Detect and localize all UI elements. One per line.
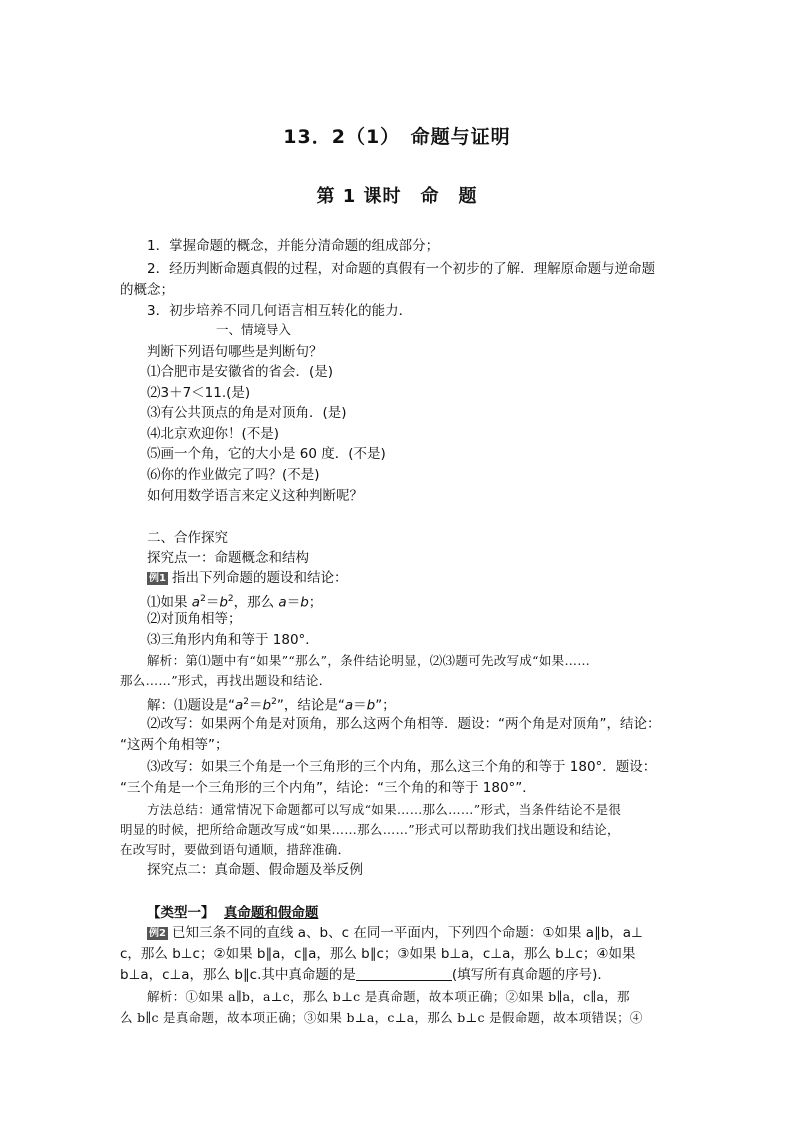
example-1-item-1: ⑴如果 $a^2=b^2$，那么 a＝b； bbox=[147, 594, 323, 611]
example-1-item-2: ⑵对顶角相等； bbox=[147, 611, 242, 627]
solution-2-cont: “这两个角相等”； bbox=[120, 737, 229, 753]
analysis-1-cont: 那么……”形式，再找出题设和结论． bbox=[120, 673, 332, 688]
analysis-1: 解析：第⑴题中有“如果”“那么”，条件结论明显，⑵⑶题可先改写成“如果…… bbox=[147, 653, 591, 668]
example-2: 例2 已知三条不同的直线 a、b、c 在同一平面内，下列四个命题：①如果 a∥b，a⊥ bbox=[149, 925, 643, 941]
section1-intro: 判断下列语句哪些是判断句？ bbox=[147, 344, 323, 360]
explore-point-2: 探究点二：真命题、假命题及举反例 bbox=[147, 862, 363, 878]
list-item: ⑶有公共顶点的角是对顶角．(是) bbox=[147, 405, 347, 421]
goal-3: 3．初步培养不同几何语言相互转化的能力． bbox=[147, 303, 413, 319]
solution-1: 解：⑴题设是“$a^2=b^2$”，结论是“a＝b”； bbox=[147, 697, 396, 714]
lesson-subtitle: 第 1 课时 命 题 bbox=[316, 186, 478, 207]
explore-point-1: 探究点一：命题概念和结构 bbox=[147, 550, 309, 566]
example-1: 例1 指出下列命题的题设和结论： bbox=[149, 570, 348, 586]
example-badge: 例2 bbox=[149, 928, 166, 939]
goal-1: 1．掌握命题的概念，并能分清命题的组成部分； bbox=[147, 238, 440, 254]
section2-heading: 二、合作探究 bbox=[147, 530, 228, 546]
example-1-item-3: ⑶三角形内角和等于 180°． bbox=[147, 632, 319, 648]
list-item: ⑵3＋7＜11.(是) bbox=[147, 385, 251, 401]
method-summary-cont: 在改写时，要做到语句通顺，措辞准确． bbox=[120, 842, 351, 857]
example-2-cont: c，那么 b⊥c；②如果 b∥a，c∥a，那么 b∥c；③如果 b⊥a，c⊥a，那么 b⊥c；④如果 bbox=[120, 946, 636, 962]
list-item: ⑴合肥市是安徽省的省会．(是) bbox=[147, 364, 334, 380]
analysis-2-cont: 么 b∥c 是真命题，故本项正确；③如果 b⊥a，c⊥a，那么 b⊥c 是假命题，故本项错误；④ bbox=[120, 1010, 643, 1025]
method-summary: 方法总结：通常情况下命题都可以写成“如果……那么……”形式，当条件结论不是很 bbox=[147, 802, 622, 817]
solution-3-cont: “三个角是一个三角形的三个内角”，结论：“三个角的和等于 180°”． bbox=[120, 780, 536, 796]
list-item: ⑸画一个角，它的大小是 60 度．(不是) bbox=[147, 446, 386, 462]
method-summary-cont: 明显的时候，把所给命题改写成“如果……那么……”形式可以帮助我们找出题设和结论， bbox=[120, 822, 620, 837]
goal-2-cont: 的概念； bbox=[120, 282, 174, 298]
answer-blank bbox=[356, 966, 452, 981]
list-item: ⑹你的作业做完了吗？(不是) bbox=[147, 467, 320, 483]
goal-2: 2．经历判断命题真假的过程，对命题的真假有一个初步的了解．理解原命题与逆命题 bbox=[147, 261, 656, 277]
solution-3: ⑶改写：如果三个角是一个三角形的三个内角，那么这三个角的和等于 180°．题设： bbox=[147, 759, 657, 775]
example-badge: 例1 bbox=[149, 573, 166, 584]
page-title: 13．2（1） 命题与证明 bbox=[283, 126, 511, 148]
solution-2: ⑵改写：如果两个角是对顶角，那么这两个角相等．题设：“两个角是对顶角”，结论： bbox=[147, 716, 661, 732]
example-2-cont: b⊥a，c⊥a，那么 b∥c.其中真命题的是 (填写所有真命题的序号)． bbox=[120, 967, 611, 983]
section1-question: 如何用数学语言来定义这种判断呢？ bbox=[147, 488, 363, 504]
section1-heading: 一、情境导入 bbox=[216, 322, 292, 337]
analysis-2: 解析：①如果 a∥b，a⊥c，那么 b⊥c 是真命题，故本项正确；②如果 b∥a，c∥a，那 bbox=[147, 989, 630, 1004]
list-item: ⑷北京欢迎你！(不是) bbox=[147, 426, 280, 442]
type-1-heading: 【类型一】 真命题和假命题 bbox=[147, 905, 319, 921]
